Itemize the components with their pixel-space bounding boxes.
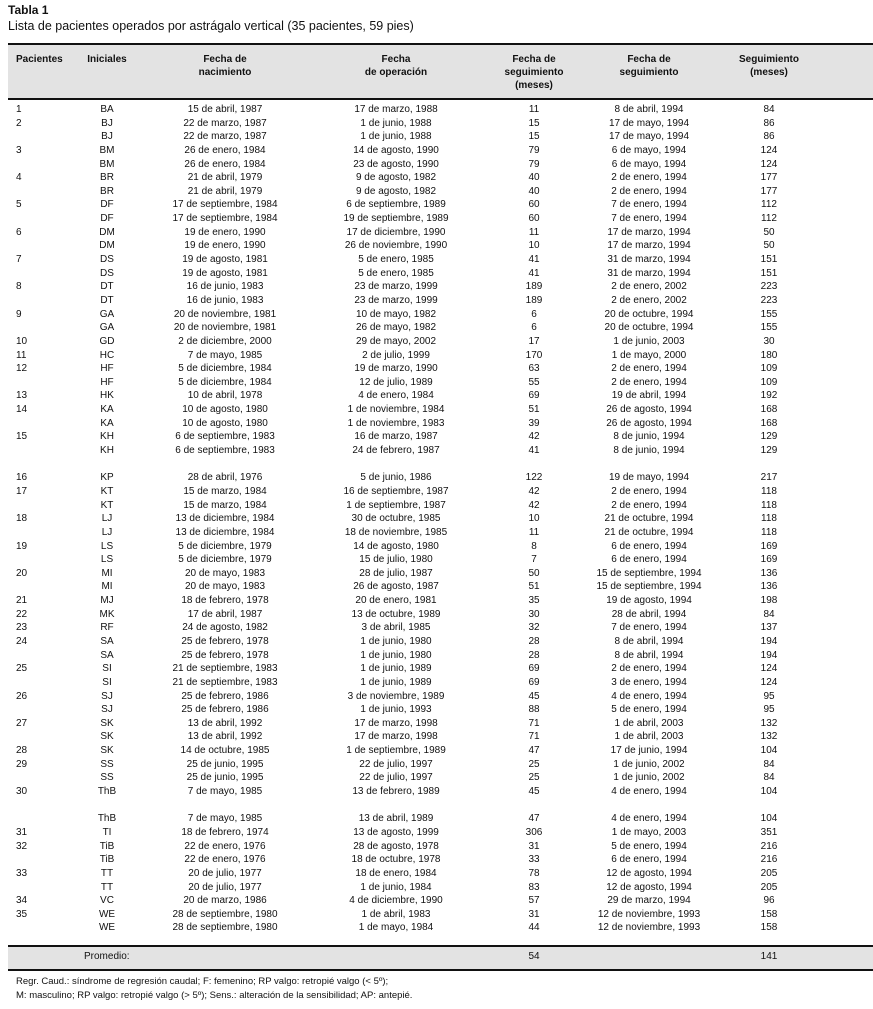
cell-paciente: 33 (16, 867, 28, 879)
header-seguimiento-fecha: Fecha de seguimiento (619, 54, 679, 78)
table-row: MI 20 de mayo, 1983 26 de agosto, 1987 51 15 de septiembre, 1994 136 (101, 581, 778, 593)
table-row: BM 26 de enero, 1984 23 de agosto, 1990 79 6 de mayo, 1994 124 (99, 158, 778, 170)
average-label: Promedio: (84, 951, 130, 962)
table-row: 27 SK 13 de abril, 1992 17 de marzo, 1998 71 1 de abril, 2003 132 (16, 717, 778, 729)
table-row: 17 KT 15 de marzo, 1984 16 de septiembre, 1987 42 2 de enero, 1994 118 (16, 485, 777, 497)
header-iniciales: Iniciales (87, 54, 127, 65)
table-body (0, 103, 873, 935)
header-operacion: Fecha de operación (364, 54, 428, 78)
table-row: 23 RF 24 de agosto, 1982 3 de abril, 1985 32 7 de enero, 1994 137 (16, 622, 778, 634)
table-row: 33 TT 20 de julio, 1977 18 de enero, 1984 78 12 de agosto, 1994 205 (16, 867, 778, 879)
table-row: KT 15 de marzo, 1984 1 de septiembre, 1987 42 2 de enero, 1994 118 (100, 499, 777, 511)
cell-paciente: 25 (16, 663, 28, 675)
table-row: 24 SA 25 de febrero, 1978 1 de junio, 1980 28 8 de abril, 1994 194 (16, 635, 778, 647)
table-row: 28 SK 14 de octubre, 1985 1 de septiembre, 1989 47 17 de junio, 1994 104 (16, 745, 778, 757)
table-row: 2 BJ 22 de marzo, 1987 1 de junio, 1988 15 17 de mayo, 1994 86 (16, 117, 775, 129)
table-row: 15 KH 6 de septiembre, 1983 16 de marzo, 1987 42 8 de junio, 1994 129 (16, 431, 778, 443)
header-seguimiento-meses: Fecha de seguimiento (meses) (504, 54, 564, 91)
table-row: 13 HK 10 de abril, 1978 4 de enero, 1984 69 19 de abril, 1994 192 (16, 390, 778, 402)
cell-paciente: 34 (16, 895, 28, 907)
cell-paciente: 17 (16, 485, 28, 497)
cell-paciente: 24 (16, 635, 28, 647)
cell-paciente: 2 (16, 117, 22, 129)
cell-paciente: 26 (16, 690, 28, 702)
table-row: 32 TiB 22 de enero, 1976 28 de agosto, 1978 31 5 de enero, 1994 216 (16, 840, 778, 852)
table-row: 25 SI 21 de septiembre, 1983 1 de junio, 1989 69 2 de enero, 1994 124 (16, 663, 778, 675)
cell-paciente: 14 (16, 404, 28, 416)
table-row: DF 17 de septiembre, 1984 19 de septiembre, 1989 60 7 de enero, 1994 112 (100, 213, 777, 225)
cell-paciente: 21 (16, 595, 28, 607)
table-row: 18 LJ 13 de diciembre, 1984 30 de octubre, 1985 10 21 de octubre, 1994 118 (16, 513, 777, 525)
cell-paciente: 4 (16, 172, 22, 184)
cell-paciente: 20 (16, 567, 28, 579)
table-row: 8 DT 16 de junio, 1983 23 de marzo, 1999 189 2 de enero, 2002 223 (16, 281, 778, 293)
table-row: HF 5 de diciembre, 1984 12 de julio, 1989 55 2 de enero, 1994 109 (100, 376, 778, 388)
table-row: 26 SJ 25 de febrero, 1986 3 de noviembre, 1989 45 4 de enero, 1994 95 (16, 690, 775, 702)
footnote-2: M: masculino; RP valgo: retropié valgo (> 5º); Sens.: alteración de la sensibilidad; AP: antepié. (16, 990, 413, 1001)
table-row: 21 MJ 18 de febrero, 1978 20 de enero, 1981 35 19 de agosto, 1994 198 (16, 595, 778, 607)
table-row: DS 19 de agosto, 1981 5 de enero, 1985 41 31 de marzo, 1994 151 (100, 267, 778, 279)
cell-paciente: 19 (16, 540, 28, 552)
average-background (8, 947, 873, 969)
table-row: 14 KA 10 de agosto, 1980 1 de noviembre, 1984 51 26 de agosto, 1994 168 (16, 404, 778, 416)
table-row: SI 21 de septiembre, 1983 1 de junio, 1989 69 3 de enero, 1994 124 (102, 676, 778, 688)
table-row: 22 MK 17 de abril, 1987 13 de octubre, 1989 30 28 de abril, 1994 84 (16, 608, 775, 620)
cell-paciente: 11 (16, 349, 27, 361)
cell-paciente: 22 (16, 608, 28, 620)
cell-paciente: 29 (16, 758, 28, 770)
cell-paciente: 27 (16, 717, 28, 729)
table-row: 34 VC 20 de marzo, 1986 4 de diciembre, 1990 57 29 de marzo, 1994 96 (16, 895, 775, 907)
header-pacientes: Pacientes (16, 54, 63, 65)
cell-paciente: 32 (16, 840, 28, 852)
cell-paciente: 28 (16, 745, 28, 757)
cell-paciente: 9 (16, 308, 22, 320)
cell-paciente: 15 (16, 431, 28, 443)
table-row: 11 HC 7 de mayo, 1985 2 de julio, 1999 170 1 de mayo, 2000 180 (16, 349, 778, 361)
table-row: GA 20 de noviembre, 1981 26 de mayo, 1982 6 20 de octubre, 1994 155 (99, 322, 778, 334)
table-row: 3 BM 26 de enero, 1984 14 de agosto, 1990 79 6 de mayo, 1994 124 (16, 144, 778, 156)
footnote-1: Regr. Caud.: síndrome de regresión caudal; F: femenino; RP valgo: retropié valgo (< 5º); (16, 976, 389, 987)
table-row: 7 DS 19 de agosto, 1981 5 de enero, 1985 41 31 de marzo, 1994 151 (16, 254, 778, 266)
table-row: LS 5 de diciembre, 1979 15 de julio, 1980 7 6 de enero, 1994 169 (100, 554, 778, 566)
cell-paciente: 13 (16, 390, 28, 402)
table-row: DT 16 de junio, 1983 23 de marzo, 1999 189 2 de enero, 2002 223 (100, 294, 778, 306)
table-row: 6 DM 19 de enero, 1990 17 de diciembre, 1990 11 17 de marzo, 1994 50 (16, 226, 775, 238)
table-row: LJ 13 de diciembre, 1984 18 de noviembre, 1985 11 21 de octubre, 1994 118 (101, 526, 777, 538)
cell-paciente: 8 (16, 281, 22, 293)
table-row: 12 HF 5 de diciembre, 1984 19 de marzo, 1990 63 2 de enero, 1994 109 (16, 363, 778, 375)
table-row: BJ 22 de marzo, 1987 1 de junio, 1988 15 17 de mayo, 1994 86 (101, 131, 775, 143)
cell-paciente: 12 (16, 363, 28, 375)
cell-paciente: 23 (16, 622, 28, 634)
table-row: SJ 25 de febrero, 1986 1 de junio, 1993 88 5 de enero, 1994 95 (101, 704, 775, 716)
cell-paciente: 5 (16, 199, 22, 211)
cell-paciente: 31 (16, 826, 28, 838)
table-row: 30 ThB 7 de mayo, 1985 13 de febrero, 1989 45 4 de enero, 1994 104 (16, 786, 778, 798)
table-row: KH 6 de septiembre, 1983 24 de febrero, 1987 41 8 de junio, 1994 129 (100, 445, 778, 457)
table-row: WE 28 de septiembre, 1980 1 de mayo, 1984 44 12 de noviembre, 1993 158 (98, 922, 778, 934)
cell-paciente: 7 (16, 254, 22, 266)
table-row: ThB 7 de mayo, 1985 13 de abril, 1989 47 4 de enero, 1994 104 (97, 813, 778, 825)
cell-paciente: 16 (16, 472, 28, 484)
table-row: BR 21 de abril, 1979 9 de agosto, 1982 40 2 de enero, 1994 177 (100, 185, 778, 197)
table-spacer (0, 799, 873, 813)
table-row: 1 BA 15 de abril, 1987 17 de marzo, 1988 11 8 de abril, 1994 84 (16, 104, 775, 115)
table-row: KA 10 de agosto, 1980 1 de noviembre, 1983 39 26 de agosto, 1994 168 (100, 417, 778, 429)
table-spacer (0, 458, 873, 472)
table-row: DM 19 de enero, 1990 26 de noviembre, 1990 10 17 de marzo, 1994 50 (99, 240, 775, 252)
header-seguimiento-total: Seguimiento (meses) (738, 54, 799, 78)
table-row: 4 BR 21 de abril, 1979 9 de agosto, 1982 40 2 de enero, 1994 177 (16, 172, 778, 184)
table-row: 10 GD 2 de diciembre, 2000 29 de mayo, 2002 17 1 de junio, 2003 30 (16, 335, 775, 347)
table-row: 9 GA 20 de noviembre, 1981 10 de mayo, 1982 6 20 de octubre, 1994 155 (16, 308, 778, 320)
table-row: 19 LS 5 de diciembre, 1979 14 de agosto, 1980 8 6 de enero, 1994 169 (16, 540, 778, 552)
table-row: SS 25 de junio, 1995 22 de julio, 1997 25 1 de junio, 2002 84 (100, 772, 775, 784)
bottom-rule (8, 969, 873, 971)
cell-paciente: 35 (16, 908, 28, 920)
table-row: SK 13 de abril, 1992 17 de marzo, 1998 71 1 de abril, 2003 132 (100, 731, 778, 743)
table-subtitle: Lista de pacientes operados por astrágalo vertical (35 pacientes, 59 pies) (8, 19, 414, 33)
table-row: TiB 22 de enero, 1976 18 de octubre, 1978 33 6 de enero, 1994 216 (99, 854, 778, 866)
table-row: 29 SS 25 de junio, 1995 22 de julio, 1997 25 1 de junio, 2002 84 (16, 758, 775, 770)
table-row: 16 KP 28 de abril, 1976 5 de junio, 1986 122 19 de mayo, 1994 217 (16, 472, 778, 484)
cell-paciente: 3 (16, 144, 22, 156)
cell-paciente: 10 (16, 335, 28, 347)
table-row: TT 20 de julio, 1977 1 de junio, 1984 83 12 de agosto, 1994 205 (100, 881, 778, 893)
cell-paciente: 6 (16, 226, 22, 238)
table-title: Tabla 1 (8, 3, 49, 17)
table-row: 20 MI 20 de mayo, 1983 28 de julio, 1987 50 15 de septiembre, 1994 136 (16, 567, 778, 579)
table-row: SA 25 de febrero, 1978 1 de junio, 1980 28 8 de abril, 1994 194 (100, 649, 778, 661)
header-nacimiento: Fecha de nacimiento (198, 54, 252, 78)
cell-paciente: 30 (16, 786, 28, 798)
table-row: 35 WE 28 de septiembre, 1980 1 de abril, 1983 31 12 de noviembre, 1993 158 (16, 908, 778, 920)
cell-paciente: 18 (16, 513, 28, 525)
header-rule (8, 98, 873, 100)
table-row: 31 TI 18 de febrero, 1974 13 de agosto, 1999 306 1 de mayo, 2003 351 (16, 826, 778, 838)
table-row: 5 DF 17 de septiembre, 1984 6 de septiembre, 1989 60 7 de enero, 1994 112 (16, 199, 777, 211)
cell-paciente: 1 (16, 104, 22, 115)
